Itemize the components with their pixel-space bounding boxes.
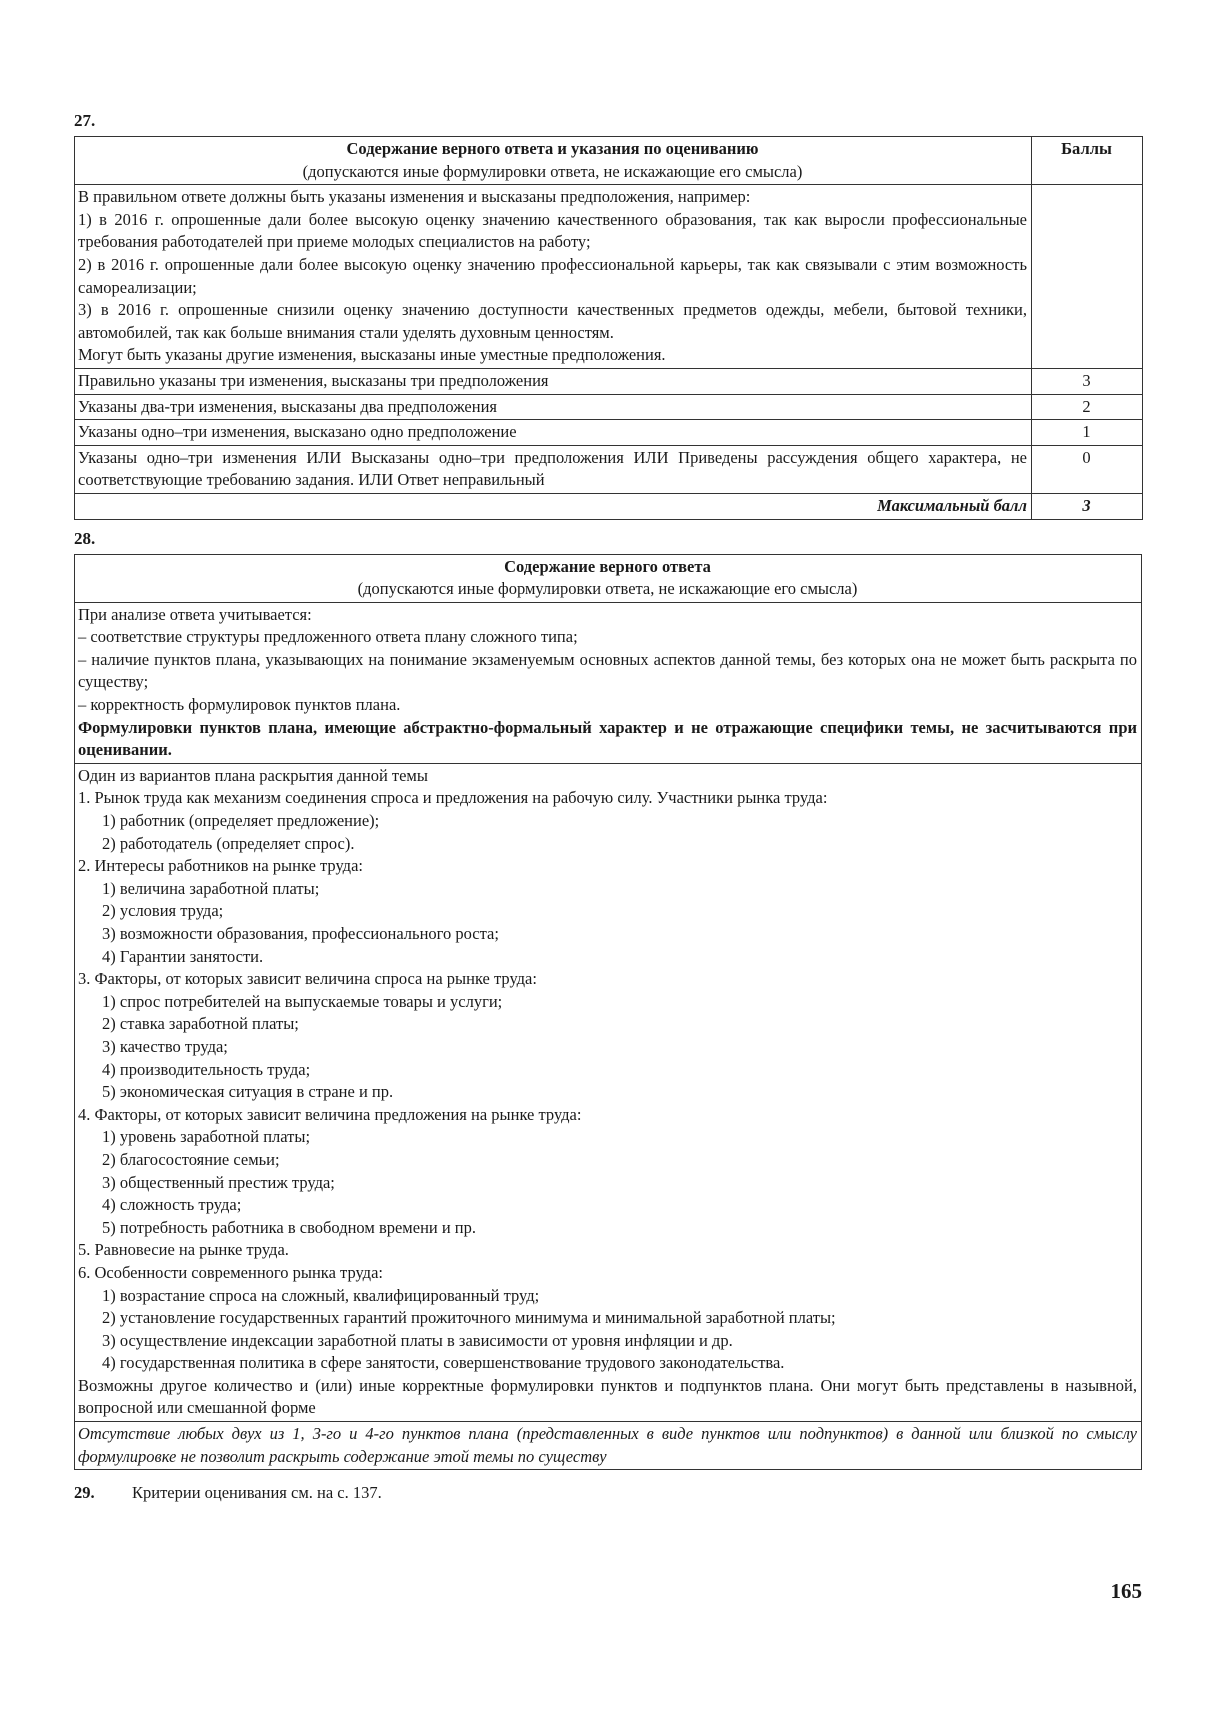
plan-subitem: 1) работник (определяет предложение); xyxy=(102,811,380,831)
q28-plan-cell xyxy=(75,763,1142,1421)
q28-plan-outro: Возможны другое количество и (или) иные корректные формулировки пунктов и подпунктов плана. Они могут быть представлены в назывной, вопросной или смешанной форме xyxy=(78,1375,1137,1418)
question-29 xyxy=(74,1482,1142,1505)
plan-subitem: 1) величина заработной платы; xyxy=(102,878,320,898)
plan-item: 5. Равновесие на рынке труда. xyxy=(78,1240,289,1260)
q27-content-line: Могут быть указаны другие изменения, высказаны иные уместные предположения. xyxy=(78,345,666,365)
q27-content-row xyxy=(75,185,1143,369)
plan-subitem: 4) производительность труда; xyxy=(102,1059,311,1079)
plan-subitem: 3) осуществление индексации заработной платы в зависимости от уровня инфляции и др. xyxy=(102,1330,733,1350)
plan-subitem: 1) спрос потребителей на выпускаемые товары и услуги; xyxy=(102,991,503,1011)
plan-subitem: 4) Гарантии занятости. xyxy=(102,946,264,966)
plan-subitem: 2) благосостояние семьи; xyxy=(102,1149,280,1169)
q27-criterion-points: 1 xyxy=(1032,420,1143,446)
question-29-number: 29. xyxy=(74,1483,95,1503)
plan-subitem: 5) потребность работника в свободном времени и пр. xyxy=(102,1217,477,1237)
q27-criterion-text: Указаны два-три изменения, высказаны два предположения xyxy=(75,394,1032,420)
question-29-text: Критерии оценивания см. на с. 137. xyxy=(132,1483,382,1503)
q27-criterion-row xyxy=(75,394,1143,420)
q28-footer-note: Отсутствие любых двух из 1, 3-го и 4-го пунктов плана (представленных в виде пунктов или подпунктов) в данной или близкой по смыслу формулировке не позволит раскрыть содержание этой темы по существу xyxy=(75,1422,1142,1470)
plan-subitem: 3) качество труда; xyxy=(102,1036,228,1056)
q27-content-line: В правильном ответе должны быть указаны изменения и высказаны предположения, например: xyxy=(78,187,751,207)
question-28-table xyxy=(74,554,1142,1471)
plan-subitem: 4) сложность труда; xyxy=(102,1195,242,1215)
plan-item: 4. Факторы, от которых зависит величина предложения на рынке труда: xyxy=(78,1104,582,1124)
question-28-number: 28. xyxy=(74,528,96,548)
plan-subitem: 1) возрастание спроса на сложный, квалифицированный труд; xyxy=(102,1285,540,1305)
q27-criterion-points: 2 xyxy=(1032,394,1143,420)
q27-criterion-row xyxy=(75,368,1143,394)
q27-criterion-points: 0 xyxy=(1032,445,1143,493)
question-27-table xyxy=(74,136,1143,520)
plan-subitem: 2) работодатель (определяет спрос). xyxy=(102,833,355,853)
question-27-number: 27. xyxy=(74,111,96,130)
q27-header-subtitle: (допускаются иные формулировки ответа, не искажающие его смысла) xyxy=(302,161,803,181)
page-number: 165 xyxy=(1110,1579,1142,1603)
q28-header-title: Содержание верного ответа xyxy=(504,556,711,576)
q28-plan-intro: Один из вариантов плана раскрытия данной темы xyxy=(78,765,428,785)
q27-criterion-text: Указаны одно–три изменения, высказано одно предположение xyxy=(75,420,1032,446)
q28-plan-row xyxy=(75,763,1142,1421)
plan-subitem: 2) установление государственных гарантий прожиточного минимума и минимальной заработной платы; xyxy=(102,1308,836,1328)
q27-header-row xyxy=(75,137,1143,185)
q27-criterion-text: Указаны одно–три изменения ИЛИ Высказаны одно–три предположения ИЛИ Приведены рассуждения общего характера, не соответствующие требованию задания. ИЛИ Ответ неправильный xyxy=(75,445,1032,493)
page-content xyxy=(74,106,1142,1505)
q27-content-cell xyxy=(75,185,1032,369)
q28-header-subtitle: (допускаются иные формулировки ответа, не искажающие его смысла) xyxy=(357,579,858,599)
q27-max-row xyxy=(75,493,1143,519)
q28-analysis-cell xyxy=(75,602,1142,763)
plan-subitem: 2) ставка заработной платы; xyxy=(102,1014,299,1034)
q27-content-line: 1) в 2016 г. опрошенные дали более высокую оценку значению качественного образования, так как выросли профессиональные требования работодателей при приеме молодых специалистов на работу; xyxy=(78,209,1027,252)
q27-content-line: 3) в 2016 г. опрошенные снизили оценку значению доступности качественных предметов одежды, мебели, бытовой техники, автомобилей, так как больше внимания стали уделять духовным ценностям. xyxy=(78,300,1027,342)
q27-content-line: 2) в 2016 г. опрошенные дали более высокую оценку значению профессиональной карьеры, так как связывали с этим возможность самореализации; xyxy=(78,254,1027,297)
plan-subitem: 2) условия труда; xyxy=(102,901,224,921)
q27-criterion-row xyxy=(75,445,1143,493)
q28-header-row xyxy=(75,554,1142,602)
q27-max-points: 3 xyxy=(1032,493,1143,519)
q27-max-label: Максимальный балл xyxy=(75,493,1032,519)
q28-analysis-line: – корректность формулировок пунктов плана. xyxy=(78,695,401,715)
q28-analysis-line: – наличие пунктов плана, указывающих на понимание экзаменуемым основных аспектов данной темы, без которых она не может быть раскрыта по существу; xyxy=(78,649,1137,692)
q27-criterion-points: 3 xyxy=(1032,368,1143,394)
plan-item: 6. Особенности современного рынка труда: xyxy=(78,1262,383,1282)
plan-item: 1. Рынок труда как механизм соединения спроса и предложения на рабочую силу. Участники рынка труда: xyxy=(78,788,828,808)
q28-footer-row xyxy=(75,1422,1142,1470)
q27-points-header: Баллы xyxy=(1032,137,1143,185)
q28-analysis-line: – соответствие структуры предложенного ответа плану сложного типа; xyxy=(78,627,578,647)
plan-subitem: 5) экономическая ситуация в стране и пр. xyxy=(102,1082,394,1102)
q28-analysis-line: При анализе ответа учитывается: xyxy=(78,604,312,624)
plan-item: 3. Факторы, от которых зависит величина спроса на рынке труда: xyxy=(78,969,537,989)
q28-analysis-row xyxy=(75,602,1142,763)
q28-analysis-warning: Формулировки пунктов плана, имеющие абстрактно-формальный характер и не отражающие специфики темы, не засчитываются при оценивании. xyxy=(78,717,1137,760)
q28-header-cell xyxy=(75,554,1142,602)
q27-header-title: Содержание верного ответа и указания по оцениванию xyxy=(346,139,759,158)
q27-criterion-row xyxy=(75,420,1143,446)
plan-subitem: 1) уровень заработной платы; xyxy=(102,1127,311,1147)
plan-subitem: 4) государственная политика в сфере занятости, совершенствование трудового законодательства. xyxy=(102,1353,785,1373)
plan-subitem: 3) возможности образования, профессионального роста; xyxy=(102,924,499,943)
plan-subitem: 3) общественный престиж труда; xyxy=(102,1172,335,1192)
q27-criterion-text: Правильно указаны три изменения, высказаны три предположения xyxy=(75,368,1032,394)
q27-header-cell xyxy=(75,137,1032,185)
plan-item: 2. Интересы работников на рынке труда: xyxy=(78,856,363,876)
